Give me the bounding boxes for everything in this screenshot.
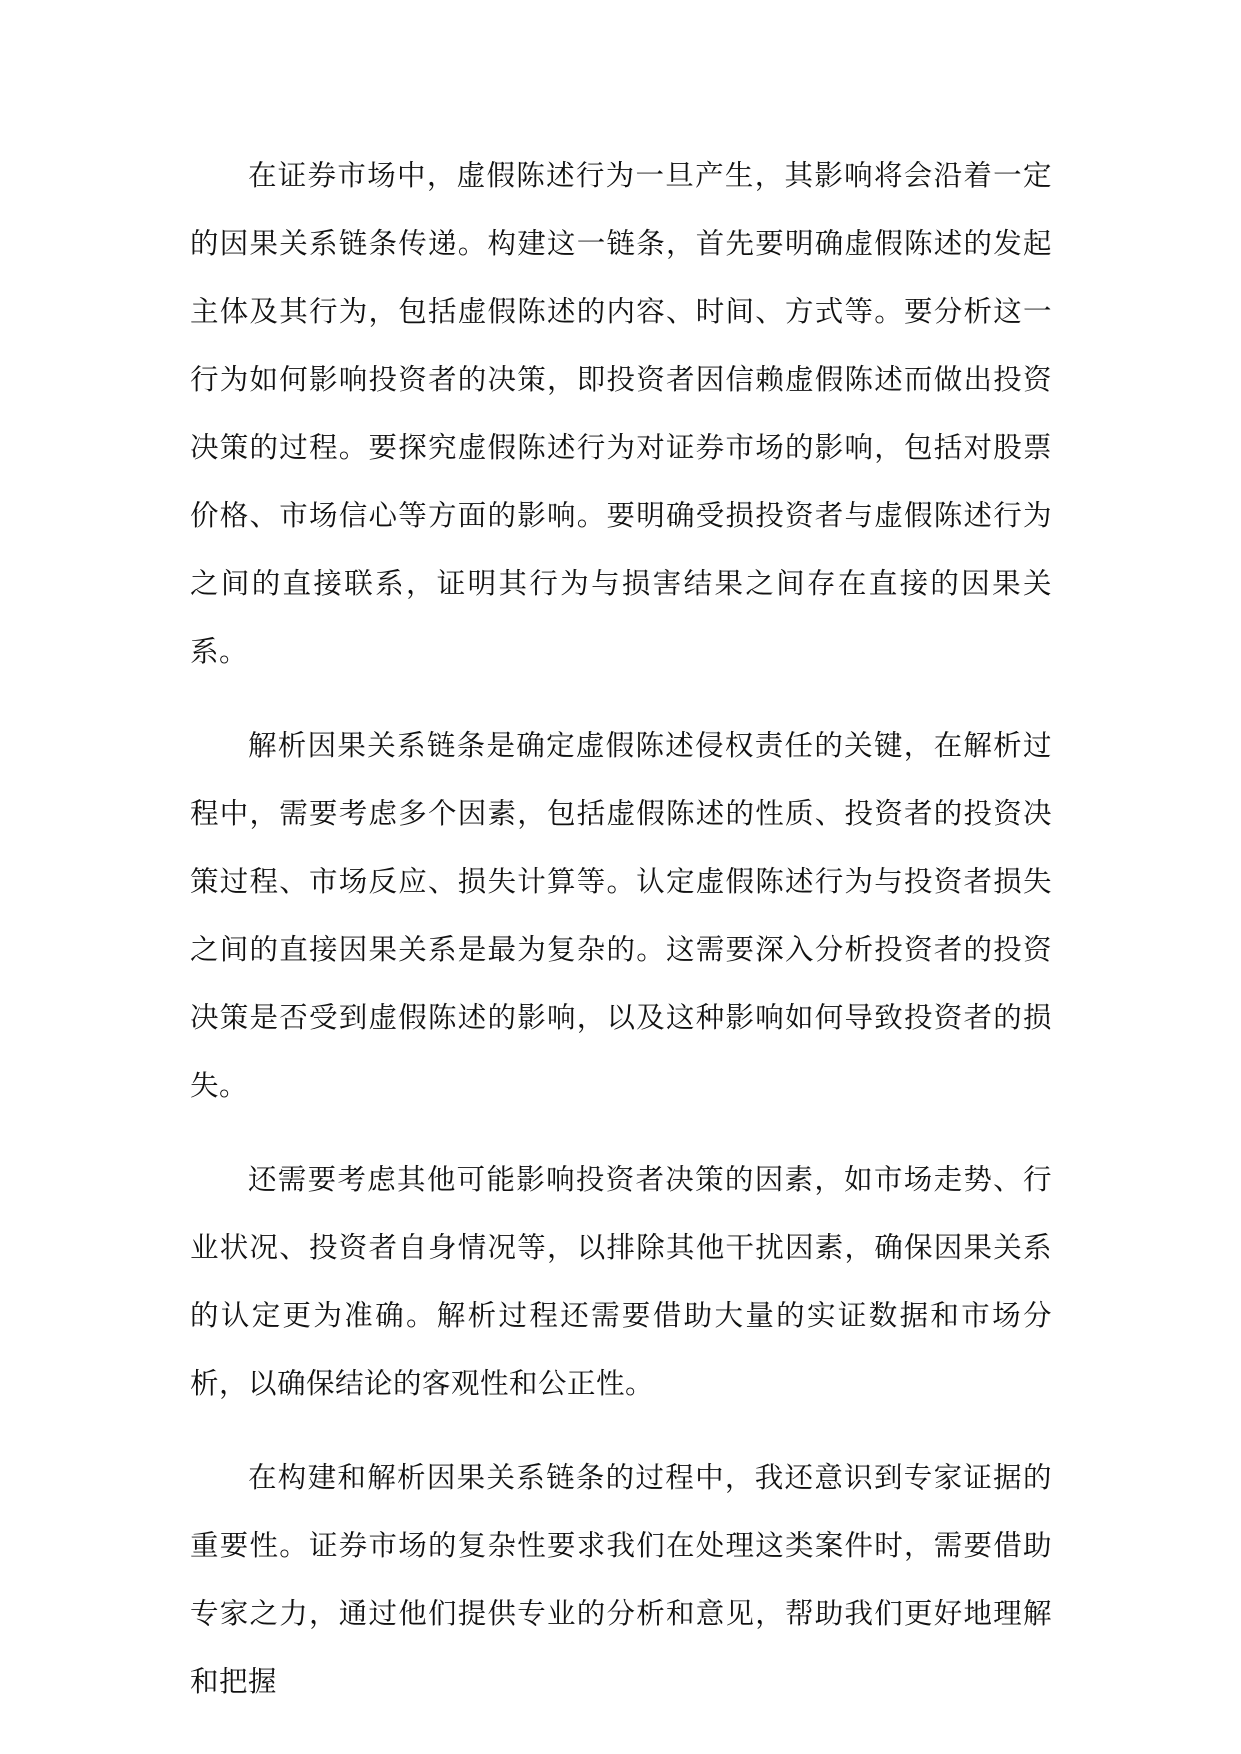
paragraph-2: 解析因果关系链条是确定虚假陈述侵权责任的关键，在解析过程中，需要考虑多个因素，包括虚假陈述的性质、投资者的投资决策过程、市场反应、损失计算等。认定虚假陈述行为与投资者损失之间的直接因果关系是最为复杂的。这需要深入分析投资者的投资决策是否受到虚假陈述的影响，以及这种影响如何导致投资者的损失。 [190,729,1052,1102]
paragraph-3: 还需要考虑其他可能影响投资者决策的因素，如市场走势、行业状况、投资者自身情况等，以排除其他干扰因素，确保因果关系的认定更为准确。解析过程还需要借助大量的实证数据和市场分析，以确保结论的客观性和公正性。 [190,1163,1052,1400]
document-body [190,142,1052,1716]
paragraph-4: 在构建和解析因果关系链条的过程中，我还意识到专家证据的重要性。证券市场的复杂性要求我们在处理这类案件时，需要借助专家之力，通过他们提供专业的分析和意见，帮助我们更好地理解和把握 [190,1461,1052,1698]
paragraph-1: 在证券市场中，虚假陈述行为一旦产生，其影响将会沿着一定的因果关系链条传递。构建这一链条，首先要明确虚假陈述的发起主体及其行为，包括虚假陈述的内容、时间、方式等。要分析这一行为如何影响投资者的决策，即投资者因信赖虚假陈述而做出投资决策的过程。要探究虚假陈述行为对证券市场的影响，包括对股票价格、市场信心等方面的影响。要明确受损投资者与虚假陈述行为之间的直接联系，证明其行为与损害结果之间存在直接的因果关系。 [190,159,1052,668]
